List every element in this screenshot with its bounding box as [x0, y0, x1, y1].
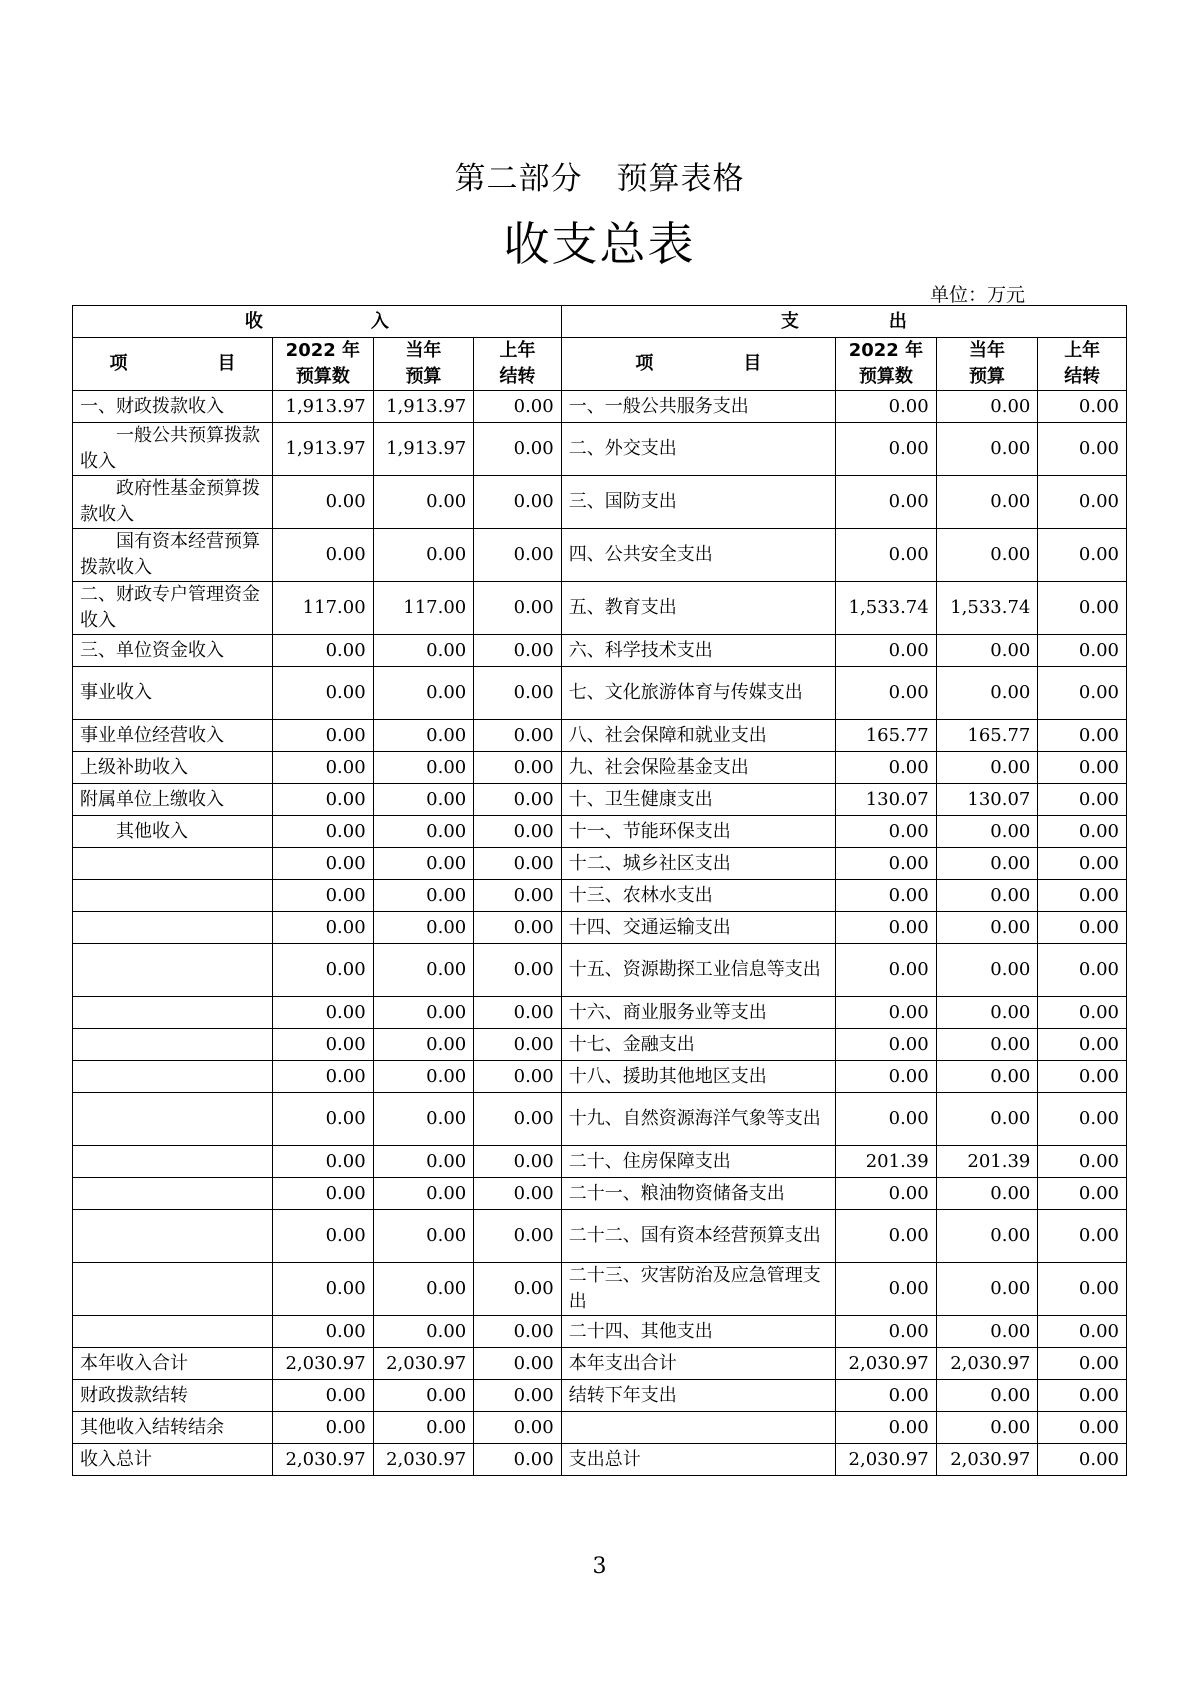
expense-current-value: 0.00 [936, 997, 1038, 1029]
expense-item-name: 结转下年支出 [561, 1380, 835, 1412]
expense-carry-value: 0.00 [1038, 529, 1127, 582]
income-item-name [73, 944, 273, 997]
expense-budget-2022-value: 0.00 [836, 1316, 937, 1348]
expense-budget-2022-value: 0.00 [836, 423, 937, 476]
expense-current-value: 0.00 [936, 912, 1038, 944]
table-row [73, 391, 1127, 423]
table-row [73, 1146, 1127, 1178]
income-budget-2022-value: 1,913.97 [273, 423, 374, 476]
table-row [73, 1412, 1127, 1444]
income-current-value: 0.00 [373, 752, 474, 784]
expense-item-name: 十六、商业服务业等支出 [561, 997, 835, 1029]
part-title-right: 预算表格 [616, 161, 745, 197]
table-row [73, 912, 1127, 944]
expense-current-value: 0.00 [936, 1263, 1038, 1316]
income-budget-2022-value: 0.00 [273, 1263, 374, 1316]
income-item-name [73, 1263, 273, 1316]
income-current-value: 1,913.97 [373, 423, 474, 476]
expense-carry-value: 0.00 [1038, 848, 1127, 880]
income-budget-2022-value: 117.00 [273, 582, 374, 635]
table-row [73, 1178, 1127, 1210]
income-carry-value: 0.00 [474, 476, 561, 529]
expense-budget-2022-value: 165.77 [836, 720, 937, 752]
income-current-value: 2,030.97 [373, 1348, 474, 1380]
income-budget-2022-value: 0.00 [273, 667, 374, 720]
income-item-name: 国有资本经营预算拨款收入 [73, 529, 273, 582]
income-carry-value: 0.00 [474, 1178, 561, 1210]
expense-item-name [561, 1412, 835, 1444]
income-carry-value: 0.00 [474, 1061, 561, 1093]
expense-budget-2022-value: 0.00 [836, 529, 937, 582]
income-budget-2022-header: 2022 年 预算数 [273, 338, 374, 391]
expense-carry-value: 0.00 [1038, 1412, 1127, 1444]
table-row [73, 1316, 1127, 1348]
expense-current-value: 0.00 [936, 1029, 1038, 1061]
expense-item-name: 二十二、国有资本经营预算支出 [561, 1210, 835, 1263]
income-item-name: 事业单位经营收入 [73, 720, 273, 752]
income-carry-value: 0.00 [474, 1316, 561, 1348]
expense-item-name: 十八、援助其他地区支出 [561, 1061, 835, 1093]
expense-carry-value: 0.00 [1038, 1210, 1127, 1263]
table-row [73, 752, 1127, 784]
income-header: 收 入 [73, 306, 562, 338]
expense-budget-2022-value: 0.00 [836, 997, 937, 1029]
expense-budget-2022-value: 0.00 [836, 1210, 937, 1263]
expense-item-name: 二十四、其他支出 [561, 1316, 835, 1348]
expense-budget-2022-value: 0.00 [836, 944, 937, 997]
income-carry-value: 0.00 [474, 997, 561, 1029]
expense-item-name: 三、国防支出 [561, 476, 835, 529]
expense-item-name: 八、社会保障和就业支出 [561, 720, 835, 752]
table-row [73, 1029, 1127, 1061]
page-number: 3 [592, 1554, 607, 1579]
expense-carry-value: 0.00 [1038, 1316, 1127, 1348]
expense-carry-value: 0.00 [1038, 997, 1127, 1029]
expense-budget-2022-value: 0.00 [836, 1178, 937, 1210]
table-row [73, 1444, 1127, 1476]
expense-budget-2022-value: 0.00 [836, 1412, 937, 1444]
expense-item-name: 二十、住房保障支出 [561, 1146, 835, 1178]
table-row [73, 997, 1127, 1029]
expense-carry-value: 0.00 [1038, 752, 1127, 784]
expense-item-name: 十四、交通运输支出 [561, 912, 835, 944]
income-budget-2022-value: 2,030.97 [273, 1348, 374, 1380]
income-carry-value: 0.00 [474, 752, 561, 784]
table-row [73, 1348, 1127, 1380]
table-row [73, 1263, 1127, 1316]
expense-carry-value: 0.00 [1038, 944, 1127, 997]
income-item-header: 项 目 [73, 338, 273, 391]
income-budget-2022-value: 0.00 [273, 529, 374, 582]
expense-item-name: 一、一般公共服务支出 [561, 391, 835, 423]
income-current-value: 0.00 [373, 1380, 474, 1412]
table-row [73, 476, 1127, 529]
income-carry-value: 0.00 [474, 391, 561, 423]
income-budget-2022-value: 0.00 [273, 1380, 374, 1412]
expense-current-value: 0.00 [936, 667, 1038, 720]
expense-carry-value: 0.00 [1038, 476, 1127, 529]
income-carry-value: 0.00 [474, 1210, 561, 1263]
expense-carry-value: 0.00 [1038, 423, 1127, 476]
income-item-name: 一、财政拨款收入 [73, 391, 273, 423]
income-item-name [73, 1146, 273, 1178]
expense-current-value: 2,030.97 [936, 1444, 1038, 1476]
table-row [73, 848, 1127, 880]
income-carry-value: 0.00 [474, 720, 561, 752]
table-row [73, 944, 1127, 997]
expense-current-value: 0.00 [936, 1210, 1038, 1263]
income-carry-value: 0.00 [474, 848, 561, 880]
expense-carry-value: 0.00 [1038, 1380, 1127, 1412]
income-carry-value: 0.00 [474, 1029, 561, 1061]
income-carry-value: 0.00 [474, 1093, 561, 1146]
expense-budget-2022-value: 0.00 [836, 391, 937, 423]
income-budget-2022-value: 0.00 [273, 880, 374, 912]
income-budget-2022-value: 0.00 [273, 635, 374, 667]
expense-carry-value: 0.00 [1038, 1348, 1127, 1380]
income-item-name [73, 1316, 273, 1348]
budget-summary-table [72, 305, 1127, 1476]
part-title [0, 153, 1199, 198]
table-row [73, 667, 1127, 720]
income-budget-2022-value: 0.00 [273, 476, 374, 529]
income-carry-value: 0.00 [474, 1348, 561, 1380]
income-item-name: 其他收入 [73, 816, 273, 848]
income-carry-value: 0.00 [474, 667, 561, 720]
expense-carry-value: 0.00 [1038, 880, 1127, 912]
income-current-value: 0.00 [373, 1412, 474, 1444]
expense-item-name: 十五、资源勘探工业信息等支出 [561, 944, 835, 997]
expense-carry-value: 0.00 [1038, 635, 1127, 667]
income-budget-2022-value: 2,030.97 [273, 1444, 374, 1476]
income-carry-value: 0.00 [474, 1444, 561, 1476]
table-row [73, 1093, 1127, 1146]
income-item-name: 三、单位资金收入 [73, 635, 273, 667]
table-title: 收支总表 [503, 217, 696, 271]
expense-budget-2022-value: 0.00 [836, 912, 937, 944]
income-current-value: 1,913.97 [373, 391, 474, 423]
expense-carry-value: 0.00 [1038, 1444, 1127, 1476]
expense-item-name: 十二、城乡社区支出 [561, 848, 835, 880]
expense-current-value: 0.00 [936, 423, 1038, 476]
income-current-value: 0.00 [373, 997, 474, 1029]
income-current-value: 0.00 [373, 912, 474, 944]
expense-item-name: 二、外交支出 [561, 423, 835, 476]
expense-budget-2022-value: 0.00 [836, 1380, 937, 1412]
expense-current-value: 0.00 [936, 816, 1038, 848]
expense-budget-2022-value: 0.00 [836, 1093, 937, 1146]
income-budget-2022-value: 0.00 [273, 1093, 374, 1146]
expense-budget-2022-value: 0.00 [836, 880, 937, 912]
income-budget-2022-value: 0.00 [273, 1316, 374, 1348]
income-current-value: 0.00 [373, 944, 474, 997]
expense-item-name: 九、社会保险基金支出 [561, 752, 835, 784]
income-carry-value: 0.00 [474, 423, 561, 476]
expense-budget-2022-value: 2,030.97 [836, 1348, 937, 1380]
income-carry-value: 0.00 [474, 944, 561, 997]
income-budget-2022-value: 0.00 [273, 816, 374, 848]
expense-current-value: 0.00 [936, 1178, 1038, 1210]
income-current-value: 0.00 [373, 1316, 474, 1348]
income-current-value: 2,030.97 [373, 1444, 474, 1476]
income-carry-value: 0.00 [474, 816, 561, 848]
income-budget-2022-value: 0.00 [273, 1061, 374, 1093]
expense-current-value: 0.00 [936, 1412, 1038, 1444]
expense-current-value: 0.00 [936, 1316, 1038, 1348]
income-current-value: 0.00 [373, 720, 474, 752]
expense-current-value: 0.00 [936, 1061, 1038, 1093]
table-row [73, 880, 1127, 912]
expense-current-value: 130.07 [936, 784, 1038, 816]
expense-budget-2022-value: 2,030.97 [836, 1444, 937, 1476]
income-item-name [73, 848, 273, 880]
income-item-name: 二、财政专户管理资金收入 [73, 582, 273, 635]
income-carry-value: 0.00 [474, 1146, 561, 1178]
income-budget-2022-value: 0.00 [273, 1146, 374, 1178]
expense-item-name: 十三、农林水支出 [561, 880, 835, 912]
expense-budget-2022-value: 0.00 [836, 1263, 937, 1316]
income-item-name: 事业收入 [73, 667, 273, 720]
expense-current-value: 0.00 [936, 1380, 1038, 1412]
income-item-name [73, 880, 273, 912]
expense-carry-value: 0.00 [1038, 1178, 1127, 1210]
income-budget-2022-value: 0.00 [273, 944, 374, 997]
income-budget-2022-value: 1,913.97 [273, 391, 374, 423]
income-current-header: 当年 预算 [373, 338, 474, 391]
income-current-value: 0.00 [373, 1061, 474, 1093]
expense-carry-value: 0.00 [1038, 1029, 1127, 1061]
income-item-name [73, 1029, 273, 1061]
income-carry-value: 0.00 [474, 529, 561, 582]
expense-carry-value: 0.00 [1038, 720, 1127, 752]
income-budget-2022-value: 0.00 [273, 1178, 374, 1210]
expense-budget-2022-value: 0.00 [836, 635, 937, 667]
income-current-value: 0.00 [373, 667, 474, 720]
income-budget-2022-value: 0.00 [273, 1029, 374, 1061]
table-row [73, 720, 1127, 752]
income-budget-2022-value: 0.00 [273, 997, 374, 1029]
expense-carry-value: 0.00 [1038, 391, 1127, 423]
table-row [73, 1061, 1127, 1093]
income-item-name: 附属单位上缴收入 [73, 784, 273, 816]
income-item-name [73, 1210, 273, 1263]
expense-budget-2022-value: 1,533.74 [836, 582, 937, 635]
income-carry-value: 0.00 [474, 635, 561, 667]
income-item-name [73, 1061, 273, 1093]
expense-current-value: 0.00 [936, 944, 1038, 997]
expense-budget-2022-value: 0.00 [836, 1061, 937, 1093]
expense-current-value: 1,533.74 [936, 582, 1038, 635]
expense-current-value: 0.00 [936, 476, 1038, 529]
income-item-name: 一般公共预算拨款收入 [73, 423, 273, 476]
table-row [73, 784, 1127, 816]
expense-current-value: 0.00 [936, 635, 1038, 667]
expense-item-name: 支出总计 [561, 1444, 835, 1476]
expense-current-value: 0.00 [936, 391, 1038, 423]
expense-budget-2022-value: 0.00 [836, 667, 937, 720]
expense-item-name: 十七、金融支出 [561, 1029, 835, 1061]
income-item-name [73, 912, 273, 944]
expense-item-header: 项 目 [561, 338, 835, 391]
expense-header: 支 出 [561, 306, 1126, 338]
expense-current-value: 165.77 [936, 720, 1038, 752]
expense-carry-value: 0.00 [1038, 1061, 1127, 1093]
income-carry-value: 0.00 [474, 1412, 561, 1444]
expense-budget-2022-value: 0.00 [836, 816, 937, 848]
income-current-value: 0.00 [373, 476, 474, 529]
table-row [73, 635, 1127, 667]
income-item-name: 政府性基金预算拨款收入 [73, 476, 273, 529]
expense-carry-header: 上年 结转 [1038, 338, 1127, 391]
income-carry-value: 0.00 [474, 912, 561, 944]
expense-carry-value: 0.00 [1038, 1093, 1127, 1146]
income-item-name: 本年收入合计 [73, 1348, 273, 1380]
income-item-name: 其他收入结转结余 [73, 1412, 273, 1444]
income-current-value: 0.00 [373, 1093, 474, 1146]
income-budget-2022-value: 0.00 [273, 1210, 374, 1263]
income-current-value: 0.00 [373, 784, 474, 816]
expense-current-value: 2,030.97 [936, 1348, 1038, 1380]
expense-budget-2022-value: 0.00 [836, 1029, 937, 1061]
income-current-value: 0.00 [373, 635, 474, 667]
expense-carry-value: 0.00 [1038, 1146, 1127, 1178]
expense-current-header: 当年 预算 [936, 338, 1038, 391]
expense-current-value: 0.00 [936, 529, 1038, 582]
expense-current-value: 0.00 [936, 880, 1038, 912]
unit-label: 单位：万元 [930, 284, 1026, 306]
expense-item-name: 二十三、灾害防治及应急管理支出 [561, 1263, 835, 1316]
expense-carry-value: 0.00 [1038, 667, 1127, 720]
expense-item-name: 四、公共安全支出 [561, 529, 835, 582]
expense-item-name: 十九、自然资源海洋气象等支出 [561, 1093, 835, 1146]
income-budget-2022-value: 0.00 [273, 752, 374, 784]
income-carry-value: 0.00 [474, 880, 561, 912]
income-item-name: 财政拨款结转 [73, 1380, 273, 1412]
income-carry-value: 0.00 [474, 1263, 561, 1316]
expense-current-value: 201.39 [936, 1146, 1038, 1178]
expense-carry-value: 0.00 [1038, 816, 1127, 848]
expense-current-value: 0.00 [936, 1093, 1038, 1146]
income-current-value: 0.00 [373, 1178, 474, 1210]
income-item-name [73, 1178, 273, 1210]
expense-current-value: 0.00 [936, 752, 1038, 784]
income-item-name: 收入总计 [73, 1444, 273, 1476]
expense-carry-value: 0.00 [1038, 784, 1127, 816]
expense-current-value: 0.00 [936, 848, 1038, 880]
expense-item-name: 十一、节能环保支出 [561, 816, 835, 848]
income-carry-header: 上年 结转 [474, 338, 561, 391]
table-row [73, 1210, 1127, 1263]
expense-carry-value: 0.00 [1038, 1263, 1127, 1316]
expense-item-name: 七、文化旅游体育与传媒支出 [561, 667, 835, 720]
expense-carry-value: 0.00 [1038, 582, 1127, 635]
part-title-left: 第二部分 [454, 161, 583, 197]
income-current-value: 0.00 [373, 816, 474, 848]
table-row [73, 816, 1127, 848]
income-budget-2022-value: 0.00 [273, 1412, 374, 1444]
income-current-value: 0.00 [373, 1029, 474, 1061]
income-budget-2022-value: 0.00 [273, 912, 374, 944]
income-current-value: 0.00 [373, 529, 474, 582]
income-item-name [73, 1093, 273, 1146]
table-row [73, 529, 1127, 582]
expense-item-name: 二十一、粮油物资储备支出 [561, 1178, 835, 1210]
expense-budget-2022-value: 201.39 [836, 1146, 937, 1178]
expense-item-name: 五、教育支出 [561, 582, 835, 635]
income-carry-value: 0.00 [474, 582, 561, 635]
income-current-value: 0.00 [373, 848, 474, 880]
income-budget-2022-value: 0.00 [273, 784, 374, 816]
expense-budget-2022-value: 0.00 [836, 848, 937, 880]
income-carry-value: 0.00 [474, 784, 561, 816]
expense-item-name: 十、卫生健康支出 [561, 784, 835, 816]
expense-budget-2022-value: 0.00 [836, 752, 937, 784]
income-item-name: 上级补助收入 [73, 752, 273, 784]
table-row [73, 582, 1127, 635]
expense-budget-2022-value: 130.07 [836, 784, 937, 816]
income-current-value: 0.00 [373, 1263, 474, 1316]
income-budget-2022-value: 0.00 [273, 848, 374, 880]
expense-budget-2022-header: 2022 年 预算数 [836, 338, 937, 391]
income-budget-2022-value: 0.00 [273, 720, 374, 752]
expense-carry-value: 0.00 [1038, 912, 1127, 944]
expense-budget-2022-value: 0.00 [836, 476, 937, 529]
table-body [73, 391, 1127, 1476]
expense-item-name: 六、科学技术支出 [561, 635, 835, 667]
income-current-value: 117.00 [373, 582, 474, 635]
income-current-value: 0.00 [373, 880, 474, 912]
income-current-value: 0.00 [373, 1210, 474, 1263]
income-carry-value: 0.00 [474, 1380, 561, 1412]
expense-item-name: 本年支出合计 [561, 1348, 835, 1380]
table-row [73, 423, 1127, 476]
table-row [73, 1380, 1127, 1412]
income-item-name [73, 997, 273, 1029]
income-current-value: 0.00 [373, 1146, 474, 1178]
